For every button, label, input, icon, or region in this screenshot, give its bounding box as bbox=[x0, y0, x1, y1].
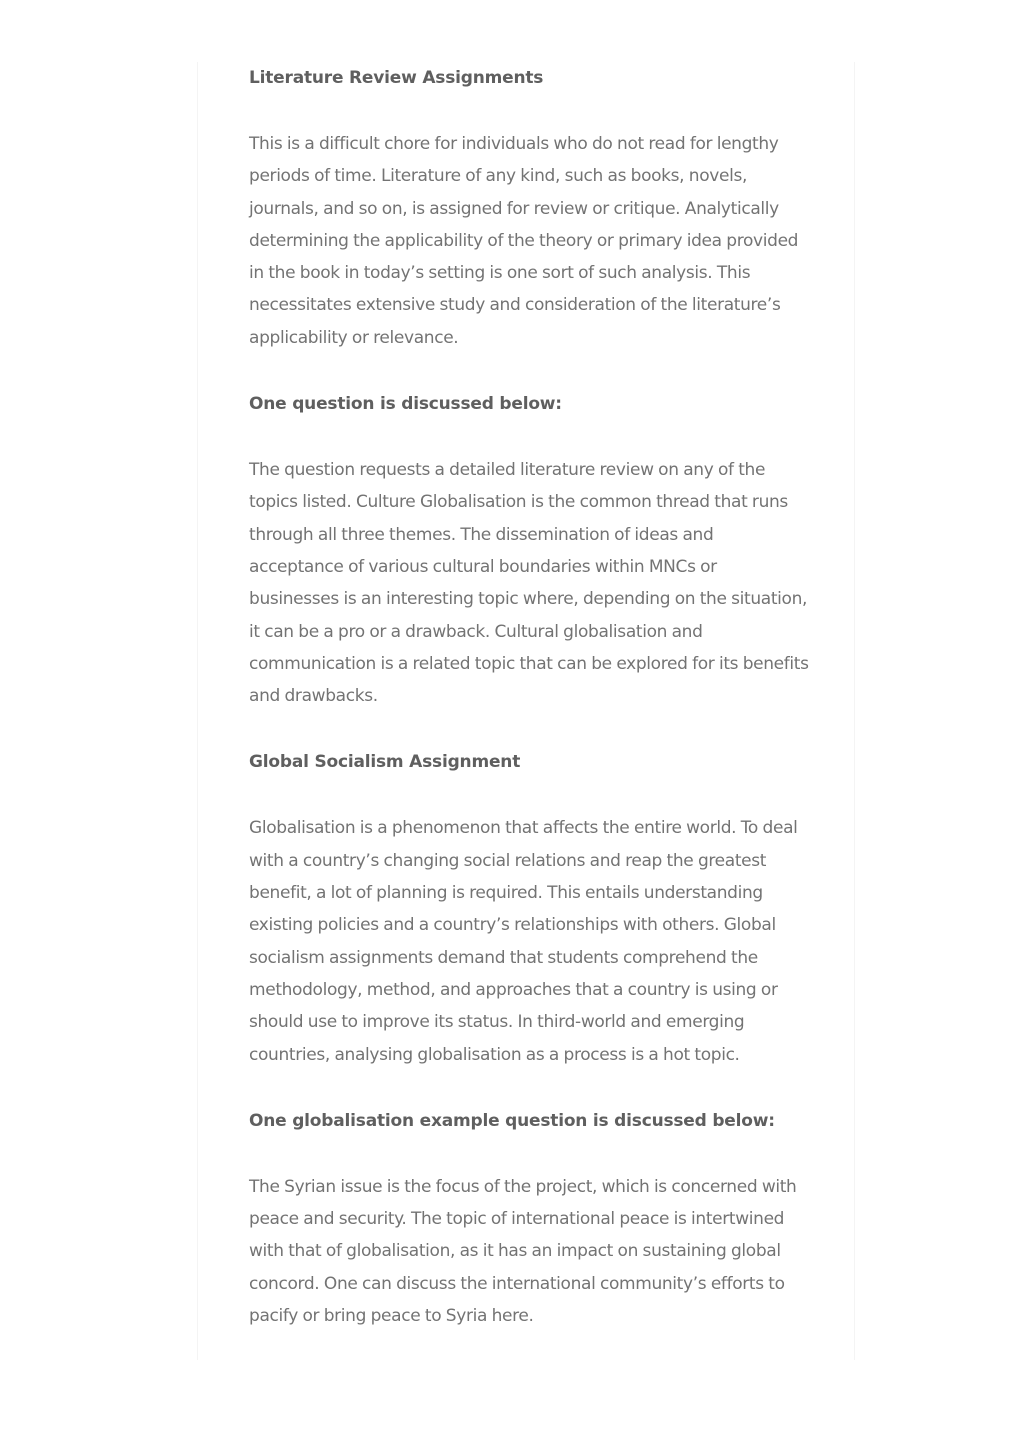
section-heading-question-one: One question is discussed below: bbox=[249, 394, 562, 415]
section-paragraph-globalisation-example: The Syrian issue is the focus of the project, which is concerned with peace and security. The topic of international peace is intertwined with that of globalisation, as it has an impact on sustaining global concord. One can discuss the international community’s efforts to pacify or bring peace to Syria here. bbox=[249, 1176, 797, 1327]
section-paragraph-literature-review: This is a difficult chore for individuals who do not read for lengthy periods of time. Literature of any kind, such as books, novels, journals, and so on, is assigned for review or critique. Analytically determining the applicability of the theory or primary idea provided in the book in today’s setting is one sort of such analysis. This necessitates extensive study and consideration of the literature’s applicability or relevance. bbox=[249, 134, 799, 348]
section-paragraph-global-socialism: Globalisation is a phenomenon that affects the entire world. To deal with a country’s changing social relations and reap the greatest benefit, a lot of planning is required. This entails understanding existing policies and a country’s relationships with others. Global socialism assignments demand that students comprehend the methodology, method, and approaches that a country is using or should use to improve its status. In third-world and emerging countries, analysing globalisation as a process is a hot topic. bbox=[249, 818, 798, 1065]
article-content bbox=[249, 62, 811, 1332]
section-heading-globalisation-example: One globalisation example question is discussed below: bbox=[249, 1110, 775, 1131]
section-heading-global-socialism: Global Socialism Assignment bbox=[249, 752, 521, 773]
section-heading-literature-review: Literature Review Assignments bbox=[249, 68, 544, 88]
section-paragraph-question-one: The question requests a detailed literature review on any of the topics listed. Culture Globalisation is the common thread that runs through all three themes. The dissemination of ideas and acceptance of various cultural boundaries within MNCs or businesses is an interesting topic where, depending on the situation, it can be a pro or a drawback. Cultural globalisation and communication is a related topic that can be explored for its benefits and drawbacks. bbox=[249, 460, 809, 707]
